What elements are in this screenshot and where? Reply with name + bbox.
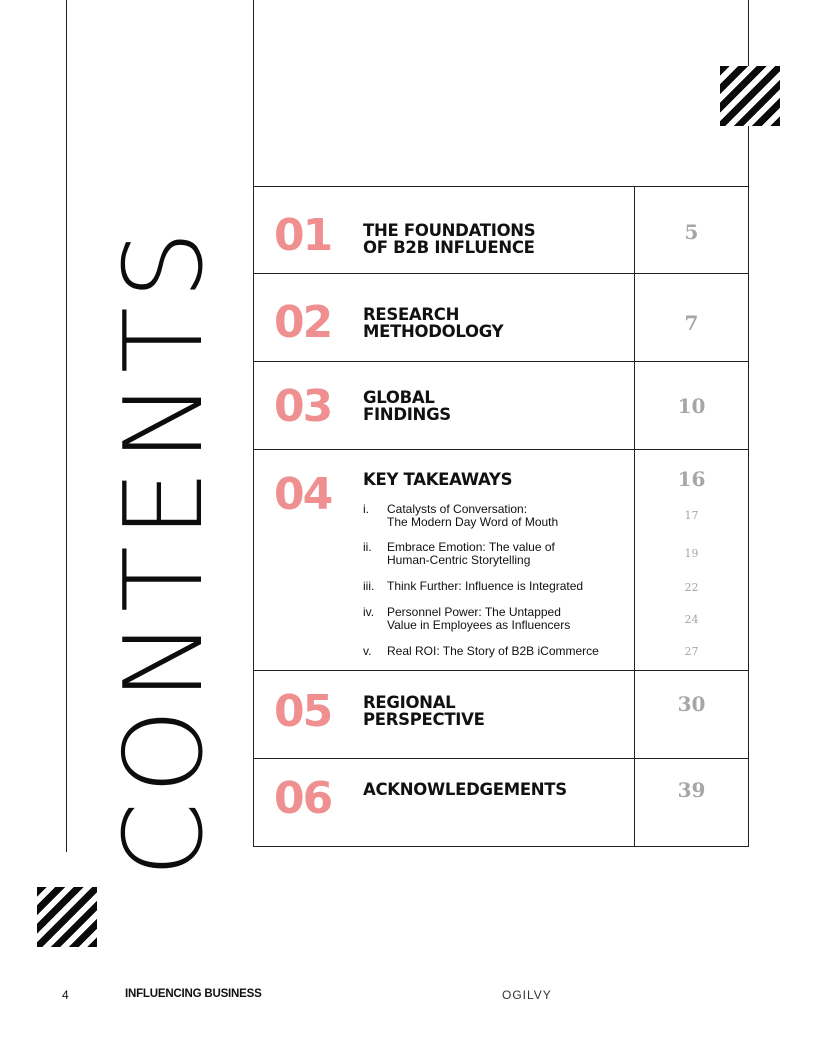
diagonal-stripes-decoration-top [720, 66, 780, 126]
subsection-title-line: The Modern Day Word of Mouth [387, 515, 559, 529]
toc-row-02[interactable] [253, 274, 749, 362]
section-number: 03 [274, 381, 332, 432]
section-number: 04 [274, 469, 332, 520]
section-title-line: GLOBAL [363, 388, 435, 407]
subsection-title-line: Human-Centric Storytelling [387, 553, 531, 567]
section-number: 05 [274, 686, 332, 737]
subsection-title [387, 503, 627, 529]
toc-row-04[interactable] [253, 450, 749, 671]
section-page-number: 5 [684, 220, 699, 244]
subsection-title [387, 541, 627, 567]
subsection-title [387, 645, 627, 658]
subsection-roman: iii. [363, 579, 375, 593]
section-page-number: 39 [677, 778, 706, 802]
footer-page-number: 4 [62, 988, 69, 1002]
section-title[interactable] [363, 471, 512, 488]
section-title-line: KEY TAKEAWAYS [363, 470, 513, 489]
section-number: 01 [274, 210, 332, 261]
section-page-number: 7 [684, 311, 699, 335]
section-title-line: REGIONAL [363, 693, 456, 712]
top-frame [253, 0, 749, 187]
subsection-roman: iv. [363, 605, 375, 619]
section-title[interactable] [363, 222, 535, 256]
toc-page-cell [635, 450, 748, 670]
section-page-number: 30 [677, 692, 706, 716]
footer-brand-logo: OGILVY [502, 988, 552, 1002]
subsection-page-number: 19 [684, 547, 699, 560]
toc-page-cell [635, 187, 748, 273]
toc-page-cell [635, 759, 748, 846]
toc-row-main [254, 671, 635, 758]
section-number: 02 [274, 297, 332, 348]
toc-page-cell [635, 671, 748, 758]
subsection-roman: i. [363, 502, 369, 516]
section-title[interactable] [363, 306, 503, 340]
toc-row-main [254, 759, 635, 846]
section-page-number: 10 [677, 394, 706, 418]
subsection-title [387, 606, 627, 632]
subsection-title-line: Think Further: Influence is Integrated [387, 579, 584, 593]
footer-publication-title: INFLUENCING BUSINESS [125, 988, 262, 1000]
section-title-line: METHODOLOGY [363, 322, 504, 341]
toc-row-main [254, 187, 635, 273]
subsection-title-line: Value in Employees as Influencers [387, 618, 571, 632]
toc-row-main [254, 450, 635, 670]
subsection-page-number: 22 [684, 581, 699, 594]
subsection-roman: v. [363, 644, 372, 658]
toc-row-06[interactable] [253, 759, 749, 847]
table-of-contents [253, 186, 749, 847]
section-page-number: 16 [677, 467, 706, 491]
subsection-title-line: Real ROI: The Story of B2B iCommerce [387, 644, 599, 658]
section-title-line: PERSPECTIVE [363, 710, 485, 729]
section-title[interactable] [363, 694, 485, 728]
toc-row-main [254, 274, 635, 361]
section-title-line: FINDINGS [363, 405, 451, 424]
section-title[interactable] [363, 389, 451, 423]
toc-row-05[interactable] [253, 671, 749, 759]
toc-page-cell [635, 274, 748, 361]
subsection-title [387, 580, 627, 593]
subsection-roman: ii. [363, 540, 372, 554]
subsection-title-line: Catalysts of Conversation: [387, 502, 528, 516]
section-title[interactable] [363, 781, 567, 798]
section-title-line: OF B2B INFLUENCE [363, 238, 535, 257]
subsection-page-number: 27 [684, 645, 699, 658]
toc-page-cell [635, 362, 748, 449]
section-title-line: THE FOUNDATIONS [363, 221, 536, 240]
contents-vertical-title: CONTENTS [102, 222, 227, 878]
toc-row-main [254, 362, 635, 449]
subsection-title-line: Personnel Power: The Untapped [387, 605, 561, 619]
subsection-title-line: Embrace Emotion: The value of [387, 540, 555, 554]
diagonal-stripes-decoration-bottom [37, 887, 97, 947]
section-title-line: ACKNOWLEDGEMENTS [363, 780, 567, 799]
left-vertical-rule [66, 0, 67, 852]
section-number: 06 [274, 773, 332, 824]
section-title-line: RESEARCH [363, 305, 460, 324]
toc-row-01[interactable] [253, 186, 749, 274]
subsection-page-number: 17 [684, 509, 699, 522]
toc-row-03[interactable] [253, 362, 749, 450]
subsection-page-number: 24 [684, 613, 699, 626]
